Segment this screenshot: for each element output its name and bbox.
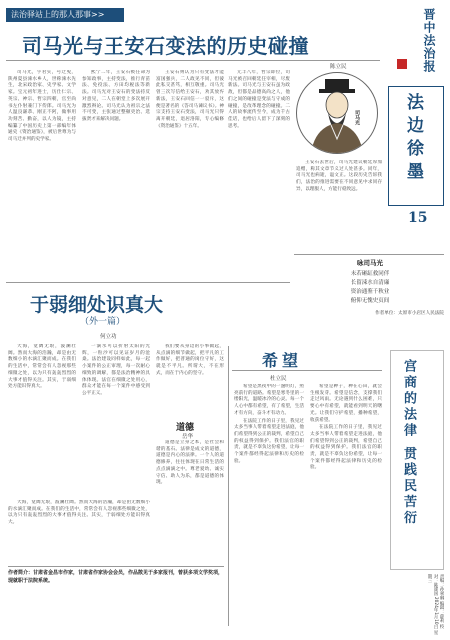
- article-headline: 司马光与王安石变法的历史碰撞: [22, 34, 309, 58]
- calligraphy-panel: [390, 350, 444, 570]
- article3-headline: 希望: [262, 351, 303, 370]
- article3-divider: [232, 370, 382, 371]
- article2-column-3: [156, 344, 224, 414]
- poem-line: 资治通鉴千秋业: [350, 289, 390, 295]
- masthead: [392, 6, 444, 78]
- paragraph: 司马光，字君实，号迂叟，陕州夏县涑水乡人，世称涑水先生，北宋政治家、史学家、文学家。宝元初年进士，历仕仁宗、英宗、神宗、哲宗四朝，官至尚书左仆射兼门下侍郎。司马光为人温良谦恭、刚正不阿，做事用功刻苦、勤奋，以人为镜，主持编纂了中国历史上第一部编年体通史《资治通鉴》，被后世尊为与司马迁并列的史学家。: [8, 70, 76, 143]
- section-divider: [6, 282, 290, 283]
- page-footer-info: 责编：孙翠琳 编辑：薛莉 校对：陈建国 2024年1月10日 星期三: [427, 574, 444, 635]
- paragraph: 一滴水可以折射太阳的光辉，一粒沙可以见证岁月的沧桑。法治建设同样如此，每一起小案件的公正审理，每一次耐心细致的调解，都是法治精神的具体体现。法官在细微之处用心，群众才能在每一个案件中感受到公平正义。: [82, 344, 150, 396]
- paragraph: 我们要从身边的小事做起，从点滴的细节做起，把平凡的工作做好，把普通的岗位守好，这就是不平凡。所谓大，不在形式，而在于内心的坚守。: [156, 344, 224, 376]
- calligraphy-text: 宫商的法律 贯践民苦衍: [401, 359, 416, 527]
- page-number: 15: [408, 210, 428, 226]
- paragraph: 在法院工作的日子里，我见过太多当事人带着希望走进法庭，他们希望得到公正的裁判，希望自己的权益得到保护。我们法官的职责，就是不辜负这份希望，让每一个案件都经得起法律和历史的检验。: [310, 425, 382, 471]
- article3-byline: 杜立民: [270, 376, 287, 382]
- poem-line: 俯仰无愧史页间: [350, 298, 390, 304]
- paragraph: 元丰八年，哲宗即位，司马光被召回朝廷任宰相，尽废新法。司马光与王安石虽为政敌，但都是品德高尚之人，他们之间的碰撞是变法与守成的碰撞，是改革理念的碰撞。二人的故事流传至今，成为千古佳话，也给后人留下了深刻的思考。: [228, 70, 290, 129]
- article2-column-2: [82, 344, 150, 494]
- paragraph: 希望是黑夜中的一盏明灯，照亮前行的道路。希望是寒冬里的一缕阳光，温暖冰冷的心灵。每一个人心中都有希望，有了希望，生活才有方向，奋斗才有动力。: [234, 384, 304, 416]
- paragraph: 王安石则认为只有变法才能富国强兵，二人政见不同，但彼此私交甚笃，相互敬重。司马光曾三次写信给王安石，劝其放弃新法，王安石回信一一驳斥，这便是著名的《答司马谏议书》。神宗支持王安石变法，司马光只得离开朝廷，退居洛阳，专心编修《资治通鉴》十五年。: [156, 70, 224, 129]
- paragraph: 道德是立身之本，是社会和谐的基石。法律是成文的道德，道德是内心的法律。一个人的道德修养，往往体现在日常生活的点点滴滴之中。尊老爱幼、诚实守信、助人为乐，都是道德的体现。: [156, 440, 224, 486]
- headline-divider: [6, 60, 380, 61]
- article-column-2: [82, 70, 150, 270]
- poem-divider: [294, 254, 444, 255]
- portrait-image: [296, 72, 378, 154]
- section-header-bar: 法治驿站上的那人那事>>: [6, 8, 124, 22]
- poem-line: 未若砸缸救同伴: [350, 271, 390, 277]
- article3-column-2: [310, 384, 382, 620]
- seal-stamp-icon: [396, 58, 408, 70]
- article2-subheading: 道德: [176, 423, 195, 433]
- portrait-caption: 司马光: [354, 110, 360, 125]
- article2-subtitle: （外一篇）: [80, 317, 126, 327]
- article2-column-5: [8, 500, 150, 560]
- article2-byline: 何立功: [100, 334, 117, 340]
- paragraph: 在法院工作的日子里，我见过太多当事人带着希望走进法庭，他们希望得到公正的裁判，希望自己的权益得到保护。我们法官的职责，就是不辜负这份希望，让每一个案件都经得起法律和历史的检验。: [234, 418, 304, 464]
- author-bio-box: [8, 566, 224, 614]
- article-byline: 陈立民: [330, 64, 347, 70]
- paragraph: 王安石去世后，司马光建议朝廷厚加追赠，称其文章节义过人处甚多。同年，司马光也病逝，谥文正。这段历史告诉我们，法治的推进需要在不同意见中求同存异，以理服人，方能行稳致远。: [296, 160, 382, 192]
- paragraph: 希望是种子，种在心田，就会生根发芽。希望是信念，支撑我们走过风雨。无论遇到什么困难，只要心中有希望，就能看到明天的曙光。让我们守护希望，播种希望，收获希望。: [310, 384, 382, 423]
- section-title: 法边徐墨: [403, 93, 423, 185]
- article-column-1: [8, 70, 76, 270]
- poem-block: [296, 258, 444, 344]
- paragraph: 熙宁二年，王安石被任命为参知政事，主持变法，推行青苗法、免役法、方田均税法等新法。司马光对王安石的变法持反对意见，二人在朝堂上多次展开激烈辩论。司马光认为祖宗之法不可变，主张通过整顿吏治、选拔贤才来解决问题。: [82, 70, 150, 122]
- article-column-3: [156, 70, 224, 270]
- paragraph: 大海，宽阔无垠，波澜壮阔。然而大海的浩瀚，却是由无数细小的水滴汇聚而成。在我们的生活中，常常会有人忽视那些细微之处，以为只有轰轰烈烈的大事才值得关注。其实，于弱细处方能识得真大。: [8, 344, 76, 390]
- newspaper-name: 晋中法治报: [422, 8, 436, 73]
- article2-column-1: [8, 344, 76, 494]
- poem-title: 咏司马光: [357, 259, 383, 267]
- poem-author: 作者单位：太原市小店区人民法院: [375, 311, 444, 316]
- paragraph: 大海，宽阔无垠，波澜壮阔。然而大海的浩瀚，却是由无数细小的水滴汇聚而成。在我们的生活中，常常会有人忽视那些细微之处，以为只有轰轰烈烈的大事才值得关注。其实，于弱细处方能识得真大。: [8, 500, 150, 526]
- poem-line: 长留涑水自清廉: [350, 280, 390, 286]
- author-bio: 作者简介：甘肃省金昌市作家，甘肃省作家协会会员，作品散见于多家报刊，曾获多项文学奖项，现就职于法院系统。: [8, 570, 224, 584]
- article2-headline: 于弱细处识真大: [30, 294, 164, 316]
- article2-sub-byline: 岳华: [182, 434, 194, 440]
- section-title-box: [388, 86, 444, 206]
- column-divider: [228, 346, 229, 626]
- article2-column-4: [156, 440, 224, 560]
- article-column-4: [228, 70, 290, 270]
- article-column-5: [296, 160, 382, 250]
- article3-column-1: [234, 384, 304, 620]
- scholar-portrait-icon: [297, 73, 377, 153]
